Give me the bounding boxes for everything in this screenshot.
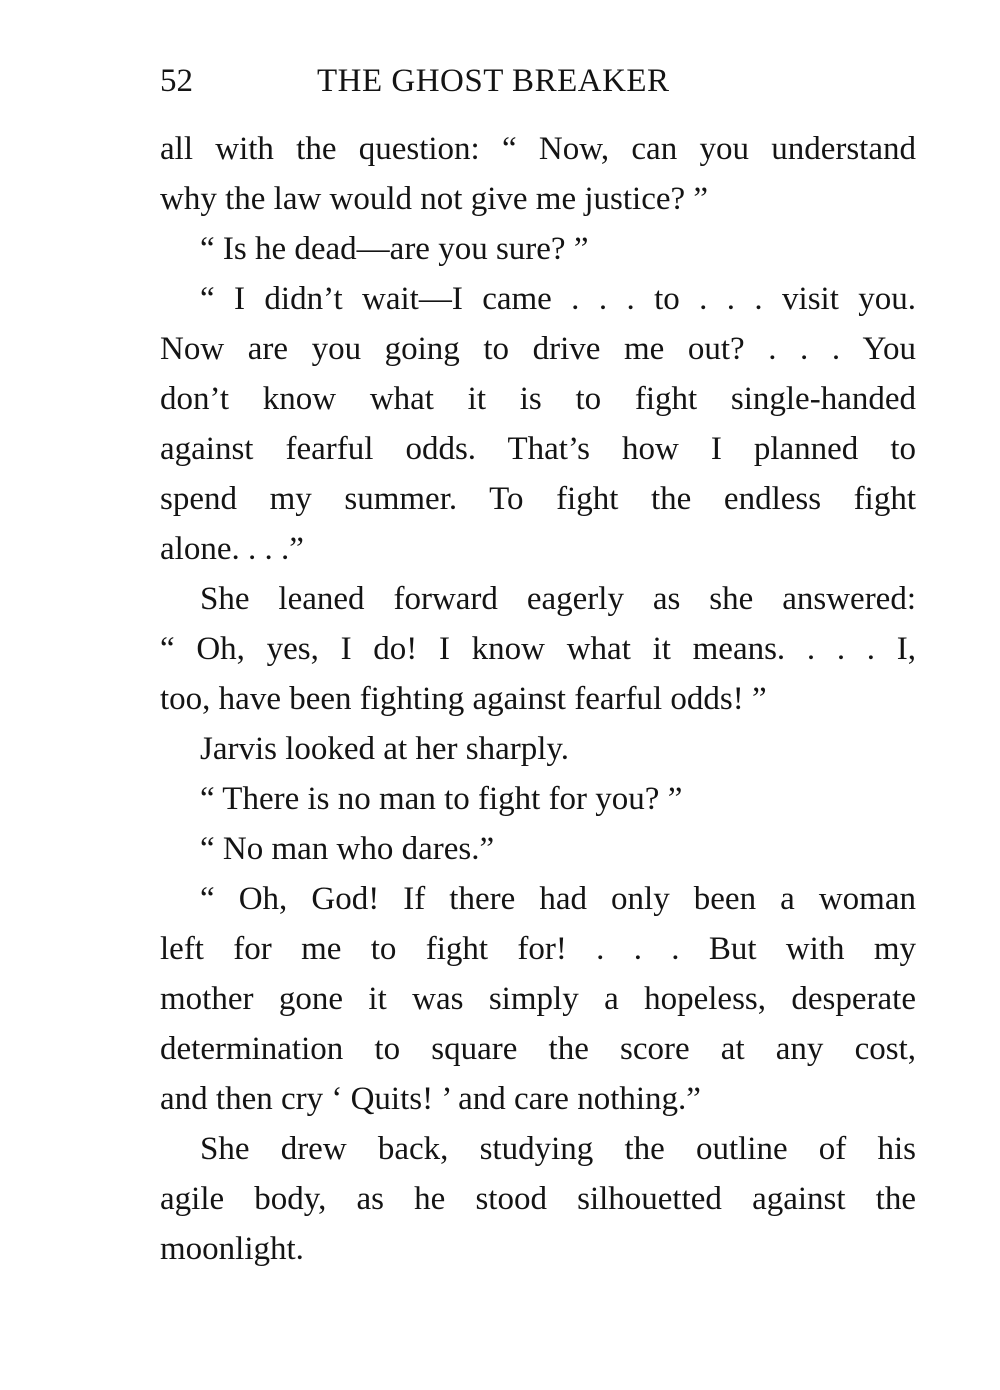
- text-line: against fearful odds. That’s how I planned to: [160, 431, 916, 467]
- page-number: 52: [160, 63, 193, 99]
- text-line: She leaned forward eagerly as she answered:: [200, 581, 916, 617]
- text-line: alone. . . .”: [160, 531, 304, 567]
- text-line: Now are you going to drive me out? . . . You: [160, 331, 916, 367]
- text-line: “ Is he dead—are you sure? ”: [200, 231, 589, 267]
- text-line: “ Oh, God! If there had only been a woman: [200, 881, 916, 917]
- running-head: THE GHOST BREAKER: [317, 63, 670, 99]
- text-line: left for me to fight for! . . . But with my: [160, 931, 916, 967]
- text-line: too, have been fighting against fearful odds! ”: [160, 681, 767, 717]
- text-line: spend my summer. To fight the endless fight: [160, 481, 916, 517]
- text-line: Jarvis looked at her sharply.: [200, 731, 570, 767]
- text-line: don’t know what it is to fight single-handed: [160, 381, 916, 417]
- text-line: She drew back, studying the outline of his: [200, 1131, 916, 1167]
- text-line: and then cry ‘ Quits! ’ and care nothing.”: [160, 1081, 701, 1117]
- text-line: “ There is no man to fight for you? ”: [200, 781, 683, 817]
- text-line: “ Oh, yes, I do! I know what it means. . . . I,: [160, 631, 916, 667]
- text-line: determination to square the score at any cost,: [160, 1031, 916, 1067]
- text-line: “ I didn’t wait—I came . . . to . . . visit you.: [200, 281, 916, 317]
- text-line: “ No man who dares.”: [200, 831, 495, 867]
- page-header: [160, 56, 916, 106]
- text-line: why the law would not give me justice? ”: [160, 181, 709, 217]
- text-line: mother gone it was simply a hopeless, desperate: [160, 981, 916, 1017]
- body-text: [160, 124, 916, 1274]
- text-line: all with the question: “ Now, can you understand: [160, 131, 916, 167]
- text-line: moonlight.: [160, 1231, 304, 1267]
- text-line: agile body, as he stood silhouetted against the: [160, 1181, 916, 1217]
